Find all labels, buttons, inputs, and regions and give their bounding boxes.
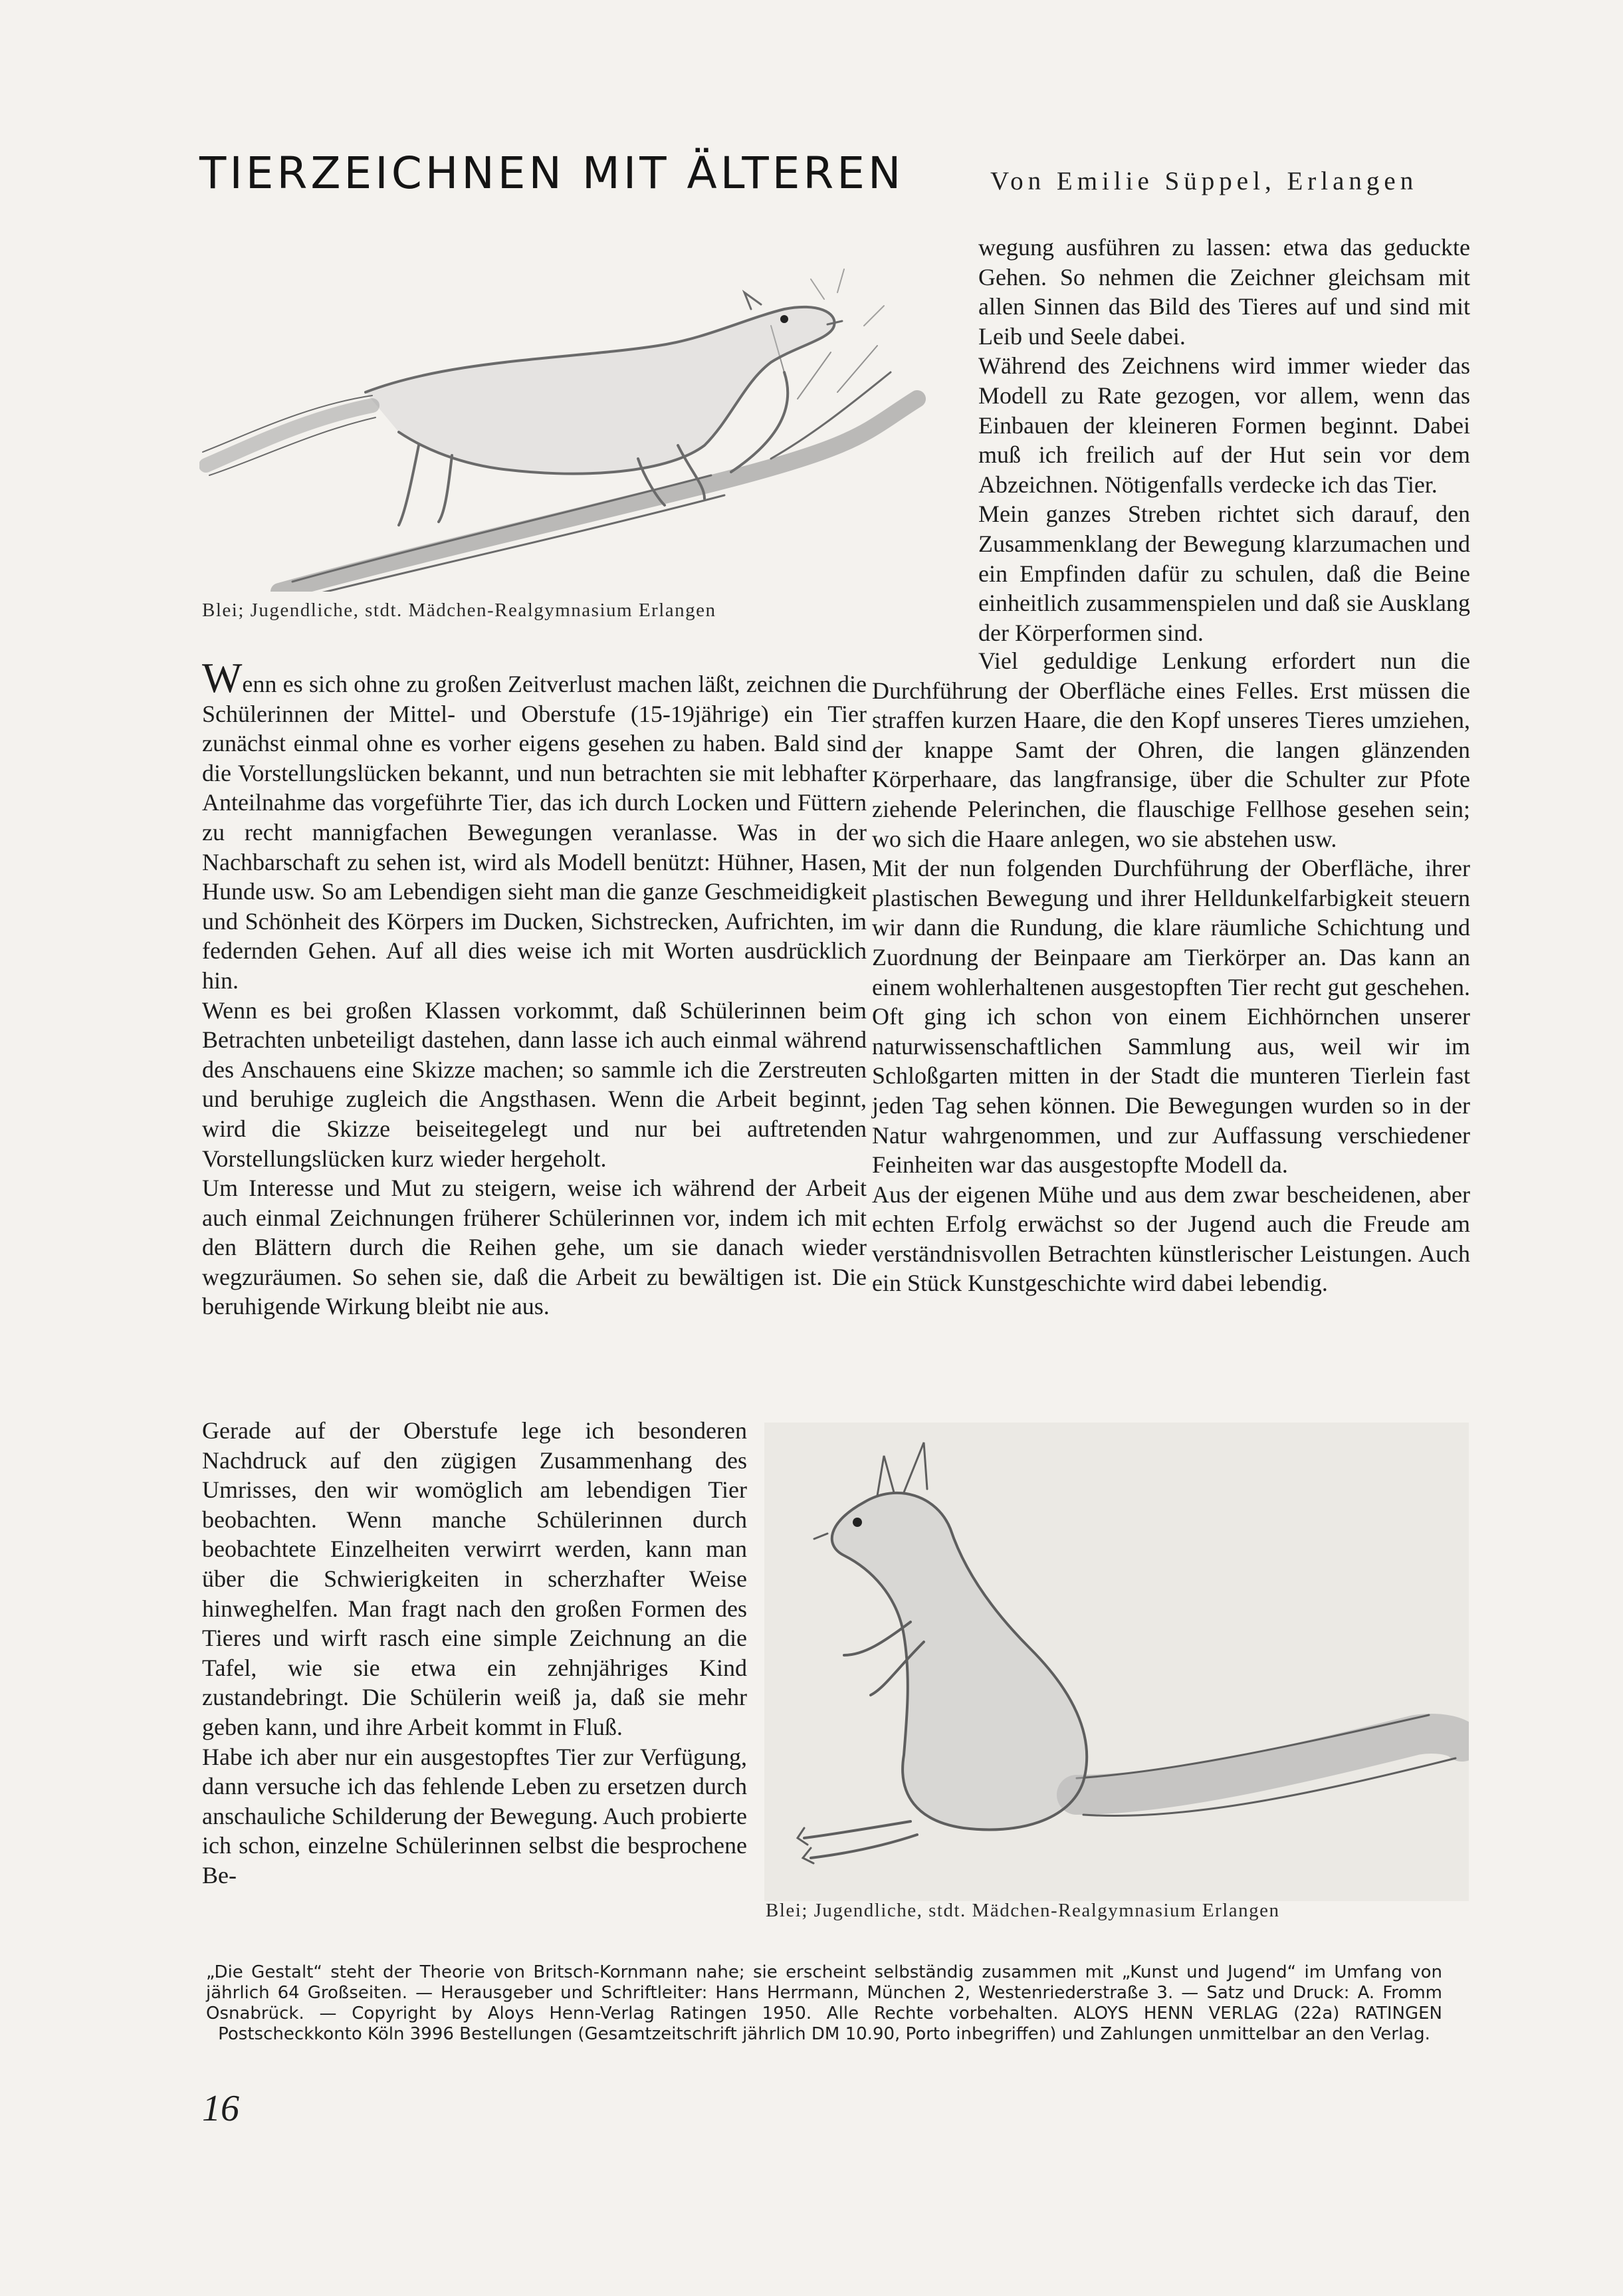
marten-sketch (199, 246, 944, 592)
paragraph: Während des Zeichnens wird immer wieder das Modell zu Rate gezogen, vor allem, wenn das Einbauen der kleineren Formen beginnt. Dabei muß ich freilich auf der Hut sein vor dem Abzeichnen. Nötigenfalls verdecke ich das Tier. (978, 352, 1470, 498)
paragraph: Wenn es bei großen Klassen vorkommt, daß Schülerinnen beim Betrachten unbeteiligt dastehen, dann lasse ich auch einmal während des Anschauens eine Skizze machen; so sammle ich die Zerstreuten und beruhige zugleich die Angsthasen. Wenn die Arbeit beginnt, wird die Skizze beiseitegelegt und nur bei auftretenden Vorstellungslücken kurz wieder hergeholt. (202, 996, 867, 1172)
left-column-lower (202, 1416, 747, 1891)
imprint-footer: „Die Gestalt“ steht der Theorie von Britsch-Kornmann nahe; sie erscheint selbständig zusammen mit „Kunst und Jugend“ im Umfang von jährlich 64 Großseiten. — Herausgeber und Schriftleiter: Hans Herrmann, München 2, Westenriederstraße 3. — Satz und Druck: A. Fromm Osnabrück. — Copyright by Aloys Henn-Verlag Ratingen 1950. Alle Rechte vorbehalten. ALOYS HENN VERLAG (22a) RATINGEN Postscheckkonto Köln 3996 Bestellungen (Gesamtzeitschrift jährlich DM 10.90, Porto inbegriffen) und Zahlungen unmittelbar an den Verlag. (206, 1962, 1442, 2044)
paragraph: Aus der eigenen Mühe und aus dem zwar bescheidenen, aber echten Erfolg erwächst so der Jugend auch die Freude am verständnisvollen Betrachten künstlerischer Leistungen. Auch ein Stück Kunstgeschichte wird dabei lebendig. (872, 1181, 1470, 1297)
paragraph: wegung ausführen zu lassen: etwa das geduckte Gehen. So nehmen die Zeichner gleichsam mit allen Sinnen das Bild des Tieres auf und sind mit Leib und Seele dabei. (978, 234, 1470, 350)
marten-drawing (199, 246, 944, 592)
squirrel-caption: Blei; Jugendliche, stdt. Mädchen-Realgymnasium Erlangen (766, 1900, 1280, 1921)
right-column-upper (978, 233, 1470, 647)
paragraph-text: enn es sich ohne zu großen Zeitverlust machen läßt, zeichnen die Schülerinnen der Mittel- und Oberstufe (15-19jährige) ein Tier zunächst einmal ohne es vorher eigens gesehen zu haben. Bald sind die Vorstellungslücken bekannt, und nun betrachten sie mit lebhafter Anteilnahme das vorgeführte Tier, das ich durch Locken und Füttern zu recht mannigfachen Bewegungen veranlasse. Was in der Nachbarschaft zu sehen ist, wird als Modell benützt: Hühner, Hasen, Hunde usw. So am Lebendigen sieht man die ganze Geschmeidigkeit und Schönheit des Körpers im Ducken, Sichstrecken, Aufrichten, im federnden Gehen. Auf all dies weise ich mit Worten ausdrücklich hin. (202, 671, 867, 994)
paragraph: Um Interesse und Mut zu steigern, weise ich während der Arbeit auch einmal Zeichnungen früherer Schülerinnen vor, indem ich mit den Blättern durch die Reihen gehe, um sie danach wieder wegzuräumen. So sehen sie, daß die Arbeit zu bewältigen ist. Die beruhigende Wirkung bleibt nie aus. (202, 1175, 867, 1320)
squirrel-drawing (764, 1423, 1469, 1901)
paragraph: Viel geduldige Lenkung erfordert nun die Durchführung der Oberfläche eines Felles. Erst müssen die straffen kurzen Haare, die den Kopf unseres Tieres umziehen, der knappe Samt der Ohren, die langen glänzenden Körperhaare, das langfransige, über die Schulter zur Pfote ziehende Pelerinchen, die flauschige Fellhose gesehen sein; wo sich die Haare anlegen, wo sie abstehen usw. (872, 647, 1470, 852)
article-title: TIERZEICHNEN MIT ÄLTEREN (199, 148, 905, 199)
squirrel-sketch (764, 1423, 1469, 1901)
paragraph: Habe ich aber nur ein ausgestopftes Tier zur Verfügung, dann versuche ich das fehlende Leben zu ersetzen durch anschauliche Schilderung der Bewegung. Auch probierte ich schon, einzelne Schülerinnen selbst die besprochene Be- (202, 1743, 747, 1889)
paragraph (202, 654, 867, 996)
right-column-middle (872, 646, 1470, 1298)
left-column-upper (202, 654, 867, 1321)
paragraph: Gerade auf der Oberstufe lege ich besonderen Nachdruck auf den zügigen Zusammenhang des Umrisses, den wir womöglich am lebendigen Tier beobachten. Wenn manche Schülerinnen durch beobachtete Einzelheiten verwirrt werden, kann man über die Schwierigkeiten in scherzhafter Weise hinweghelfen. Man fragt nach den großen Formen des Tieres und wirft rasch eine simple Zeichnung an die Tafel, wie sie etwa ein zehnjähriges Kind zustandebringt. Die Schülerin weiß ja, daß sie mehr geben kann, und ihre Arbeit kommt in Fluß. (202, 1417, 747, 1740)
page-number: 16 (202, 2088, 239, 2129)
paragraph: Mein ganzes Streben richtet sich darauf, den Zusammenklang der Bewegung klarzumachen und ein Empfinden dafür zu schulen, daß die Beine einheitlich zusammenspielen und daß sie Ausklang der Körperformen sind. (978, 501, 1470, 646)
marten-caption: Blei; Jugendliche, stdt. Mädchen-Realgymnasium Erlangen (202, 600, 716, 621)
article-author: Von Emilie Süppel, Erlangen (990, 167, 1418, 195)
paragraph: Mit der nun folgenden Durchführung der Oberfläche, ihrer plastischen Bewegung und ihrer Helldunkelfarbigkeit steuern wir dann die Rundung, die klare räumliche Schichtung und Zuordnung der Beinpaare am Tierkörper an. Das kann an einem wohlerhaltenen ausgestopften Tier recht gut geschehen. Oft ging ich schon von einem Eichhörnchen unserer naturwissenschaftlichen Sammlung aus, weil wir im Schloßgarten mitten in der Stadt die munteren Tierlein fast jeden Tag sehen können. Die Bewegungen wurden so in der Natur wahrgenommen, und zur Auffassung verschiedener Feinheiten war das ausgestopfte Modell da. (872, 855, 1470, 1179)
drop-cap: W (202, 654, 243, 701)
